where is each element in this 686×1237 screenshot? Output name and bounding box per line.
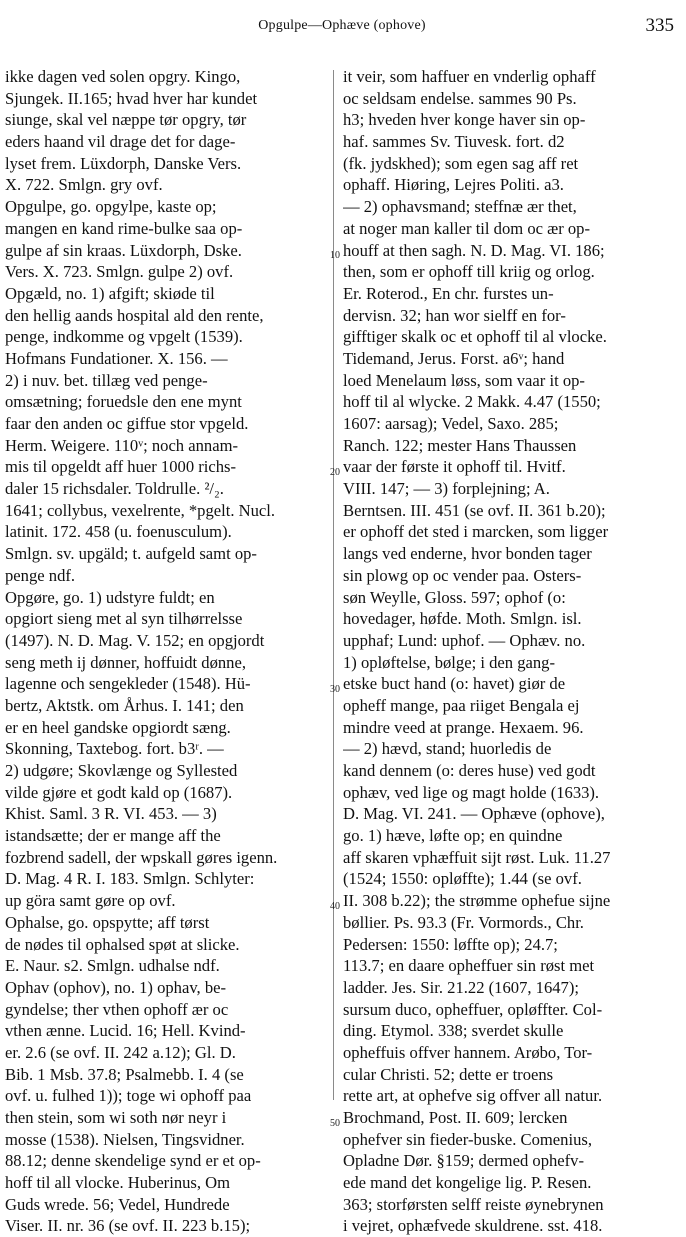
page-number: 335 xyxy=(645,15,674,36)
text-line: X. 722. Smlgn. gry ovf. xyxy=(5,175,163,195)
text-line: sin plowg op oc vender paa. Osters- xyxy=(343,565,582,585)
text-line: kand dennem (o: deres huse) ved godt xyxy=(343,761,596,780)
text-line: ede mand det kongelige lig. P. Resen. xyxy=(343,1173,592,1193)
text-line: Opgulpe, go. opgylpe, kaste op; xyxy=(5,197,217,217)
text-line: VIII. 147; — 3) forplejning; A. xyxy=(343,479,550,499)
text-line: faar den anden oc giffue stor vpgeld. xyxy=(5,414,249,433)
text-line: siunge, skal vel næppe tør opgry, tør xyxy=(5,110,247,130)
text-line: Smlgn. sv. upgäld; t. aufgeld samt op- xyxy=(5,544,257,564)
text-line: it veir, som haffuer en vnderlig ophaff xyxy=(343,67,596,86)
text-line: h3; hveden hver konge haver sin op- xyxy=(343,110,586,130)
text-line: istandsætte; der er mange aff the xyxy=(5,826,221,846)
text-line: hovedager, høfde. Moth. Smlgn. isl. xyxy=(343,609,582,629)
text-line: søn Weylle, Gloss. 597; ophof (o: xyxy=(343,587,566,607)
text-line: haf. sammes Sv. Tiuvesk. fort. d2 xyxy=(343,132,565,152)
text-line: (1524; 1550: opløffte); 1.44 (se ovf. xyxy=(343,869,582,889)
text-line: Opladne Dør. §159; dermed ophefv- xyxy=(343,1151,585,1171)
running-title: Opgulpe—Ophæve (ophove) xyxy=(258,18,426,33)
text-line: Berntsen. III. 451 (se ovf. II. 361 b.20); xyxy=(343,500,606,520)
text-line: (fk. jydskhed); som egen sag aff ret xyxy=(343,153,579,173)
text-line: vthen ænne. Lucid. 16; Hell. Kvind- xyxy=(5,1021,246,1041)
text-line: mosse (1538). Nielsen, Tingsvidner. xyxy=(5,1129,245,1149)
text-line: Khist. Saml. 3 R. VI. 453. — 3) xyxy=(5,804,217,824)
text-line: seng meth ij dønner, hoffuidt dønne, xyxy=(5,652,246,672)
text-line: omsætning; foruedsle den ene mynt xyxy=(5,392,242,412)
text-line: eders haand vil drage det for dage- xyxy=(5,132,236,152)
text-line: fozbrend sadell, der wpskall gøres igenn. xyxy=(5,847,278,867)
text-line: Opgøre, go. 1) udstyre fuldt; en xyxy=(5,587,215,607)
text-line: 113.7; en daare opheffuer sin røst met xyxy=(343,956,595,976)
text-line: go. 1) hæve, løfte op; en quindne xyxy=(343,826,563,846)
text-line: at noger man kaller til dom oc ær op- xyxy=(343,218,590,238)
text-line: II. 308 b.22); the strømme ophefue sijne xyxy=(343,891,611,911)
text-line: oc seldsam endelse. sammes 90 Ps. xyxy=(343,88,577,108)
text-line: opgiort sieng met al syn tilhørrelsse xyxy=(5,609,243,629)
text-line: — 2) ophavsmand; steffnæ ær thet, xyxy=(343,197,577,217)
text-line: Ranch. 122; mester Hans Thaussen xyxy=(343,435,577,455)
text-line: etske buct hand (o: havet) giør de xyxy=(343,674,566,694)
text-line: latinit. 172. 458 (u. foenusculum). xyxy=(5,522,232,542)
line-number: 30 xyxy=(330,684,340,695)
text-line: rette art, at ophefve sig offver all natur. xyxy=(343,1086,603,1106)
text-line: er en heel gandske opgiordt sæng. xyxy=(5,717,231,737)
text-line: Skonning, Taxtebog. fort. b3ʳ. — xyxy=(5,739,224,759)
text-line: 363; storførsten selff reiste øynebrynen xyxy=(343,1194,604,1214)
text-line: ikke dagen ved solen opgry. Kingo, xyxy=(5,67,241,86)
text-line: Sjungek. II.165; hvad hver har kundet xyxy=(5,88,258,108)
text-line: Hofmans Fundationer. X. 156. — xyxy=(5,348,228,368)
text-line: Guds wrede. 56; Vedel, Hundrede xyxy=(5,1194,230,1214)
text-line: up göra samt gøre op ovf. xyxy=(5,891,176,911)
text-line: bøllier. Ps. 93.3 (Fr. Vormords., Chr. xyxy=(343,912,584,932)
line-number: 20 xyxy=(330,467,340,478)
text-line: de nødes til ophalsed spøt at slicke. xyxy=(5,934,240,954)
text-line: opheffuis offver hannem. Arøbo, Tor- xyxy=(343,1042,593,1062)
text-line: D. Mag. 4 R. I. 183. Smlgn. Schlyter: xyxy=(5,869,255,889)
text-line: (1497). N. D. Mag. V. 152; en opgjordt xyxy=(5,630,265,650)
text-line: 1641; collybus, vexelrente, *pgelt. Nucl. xyxy=(5,500,276,520)
text-line: Brochmand, Post. II. 609; lercken xyxy=(343,1108,568,1127)
text-line: Er. Roterod., En chr. furstes un- xyxy=(343,283,554,303)
text-line: then stein, som wi soth nør neyr i xyxy=(5,1108,227,1127)
text-line: opheff mange, paa riiget Bengala ej xyxy=(343,695,580,715)
text-line: then, som er ophoff till kriig og orlog. xyxy=(343,262,595,282)
text-line: mindre veed at prange. Hexaem. 96. xyxy=(343,717,584,737)
text-line: vaar der første it ophoff til. Hvitf. xyxy=(343,457,566,477)
text-line: lagenne och sengekleder (1548). Hü- xyxy=(5,674,251,694)
text-line: vilde gjøre et godt kald op (1687). xyxy=(5,782,233,802)
line-number: 10 xyxy=(330,250,340,261)
text-line: er ophoff det sted i marcken, som ligger xyxy=(343,522,609,542)
text-line: houff at then sagh. N. D. Mag. VI. 186; xyxy=(343,240,605,260)
text-line: hoff til all vlocke. Huberinus, Om xyxy=(5,1173,231,1193)
line-number: 50 xyxy=(330,1118,340,1129)
text-line: 2) i nuv. bet. tillæg ved penge- xyxy=(5,370,208,390)
text-line: penge, indkomme og vpgelt (1539). xyxy=(5,327,243,347)
text-line: i vejret, ophæfvede skuldrene. sst. 418. xyxy=(343,1216,603,1236)
text-line: 2) udgøre; Skovlænge og Syllested xyxy=(5,761,238,780)
text-line: den hellig aands hospital ald den rente, xyxy=(5,305,264,325)
text-line: ophaff. Hiøring, Lejres Politi. a3. xyxy=(343,175,564,195)
text-line: 1) opløftelse, bølge; i den gang- xyxy=(343,652,555,672)
text-line: Ophav (ophov), no. 1) ophav, be- xyxy=(5,977,227,997)
text-line: er. 2.6 (se ovf. II. 242 a.12); Gl. D. xyxy=(5,1042,236,1062)
line-number: 40 xyxy=(330,901,340,912)
text-line: daler 15 richsdaler. Toldrulle. ²/₂. xyxy=(5,479,224,499)
text-line: ophefver sin fieder-buske. Comenius, xyxy=(343,1129,592,1149)
text-line: sursum duco, opheffuer, opløffter. Col- xyxy=(343,999,603,1019)
text-line: hoff til al wlycke. 2 Makk. 4.47 (1550; xyxy=(343,392,601,412)
text-line: langs ved enderne, hvor bonden tager xyxy=(343,544,592,564)
text-line: dervisn. 32; han wor sielff en for- xyxy=(343,305,566,325)
text-line: aff skaren vphæffuit sijt røst. Luk. 11.27 xyxy=(343,847,611,867)
text-line: E. Naur. s2. Smlgn. udhalse ndf. xyxy=(5,956,220,976)
text-line: Herm. Weigere. 110ᵛ; noch annam- xyxy=(5,435,239,455)
text-line: Pedersen: 1550: løffte op); 24.7; xyxy=(343,934,558,954)
text-line: mis til opgeldt aff huer 1000 richs- xyxy=(5,457,237,477)
text-line: gyndelse; ther vthen ophoff ær oc xyxy=(5,999,229,1019)
text-line: ladder. Jes. Sir. 21.22 (1607, 1647); xyxy=(343,977,579,997)
text-line: mangen en kand rime-bulke saa op- xyxy=(5,218,243,238)
text-line: upphaf; Lund: uphof. — Ophæv. no. xyxy=(343,630,586,650)
text-line: D. Mag. VI. 241. — Ophæve (ophove), xyxy=(343,804,605,824)
text-line: penge ndf. xyxy=(5,565,76,585)
text-line: Viser. II. nr. 36 (se ovf. II. 223 b.15); xyxy=(5,1216,251,1236)
text-line: gulpe af sin kraas. Lüxdorph, Dske. xyxy=(5,240,242,260)
text-line: ophæv, ved lige og magt holde (1633). xyxy=(343,782,600,802)
text-line: Ophalse, go. opspytte; aff tørst xyxy=(5,912,210,932)
text-line: loed Menelaum løss, som vaar it op- xyxy=(343,370,585,390)
left-column xyxy=(5,66,329,1237)
text-line: Bib. 1 Msb. 37.8; Psalmebb. I. 4 (se xyxy=(5,1064,244,1084)
page-header xyxy=(8,15,676,42)
text-line: ovf. u. fulhed 1)); toge wi ophoff paa xyxy=(5,1086,252,1106)
text-line: gifftiger skalk oc et ophoff til al vlocke. xyxy=(343,327,607,347)
text-line: Vers. X. 723. Smlgn. gulpe 2) ovf. xyxy=(5,262,234,282)
text-line: 1607: aarsag); Vedel, Saxo. 285; xyxy=(343,414,559,433)
column-divider xyxy=(333,70,334,1100)
text-line: ding. Etymol. 338; sverdet skulle xyxy=(343,1021,564,1041)
text-line: lyset frem. Lüxdorph, Danske Vers. xyxy=(5,153,242,173)
text-line: cular Christi. 52; dette er troens xyxy=(343,1064,554,1084)
text-line: — 2) hævd, stand; huorledis de xyxy=(343,739,552,759)
text-line: 88.12; denne skendelige synd er et op- xyxy=(5,1151,261,1171)
right-column xyxy=(343,66,679,1237)
text-line: Opgæld, no. 1) afgift; skiøde til xyxy=(5,283,215,303)
text-line: Tidemand, Jerus. Forst. a6ᵛ; hand xyxy=(343,348,565,368)
text-line: bertz, Aktstk. om Århus. I. 141; den xyxy=(5,695,244,715)
